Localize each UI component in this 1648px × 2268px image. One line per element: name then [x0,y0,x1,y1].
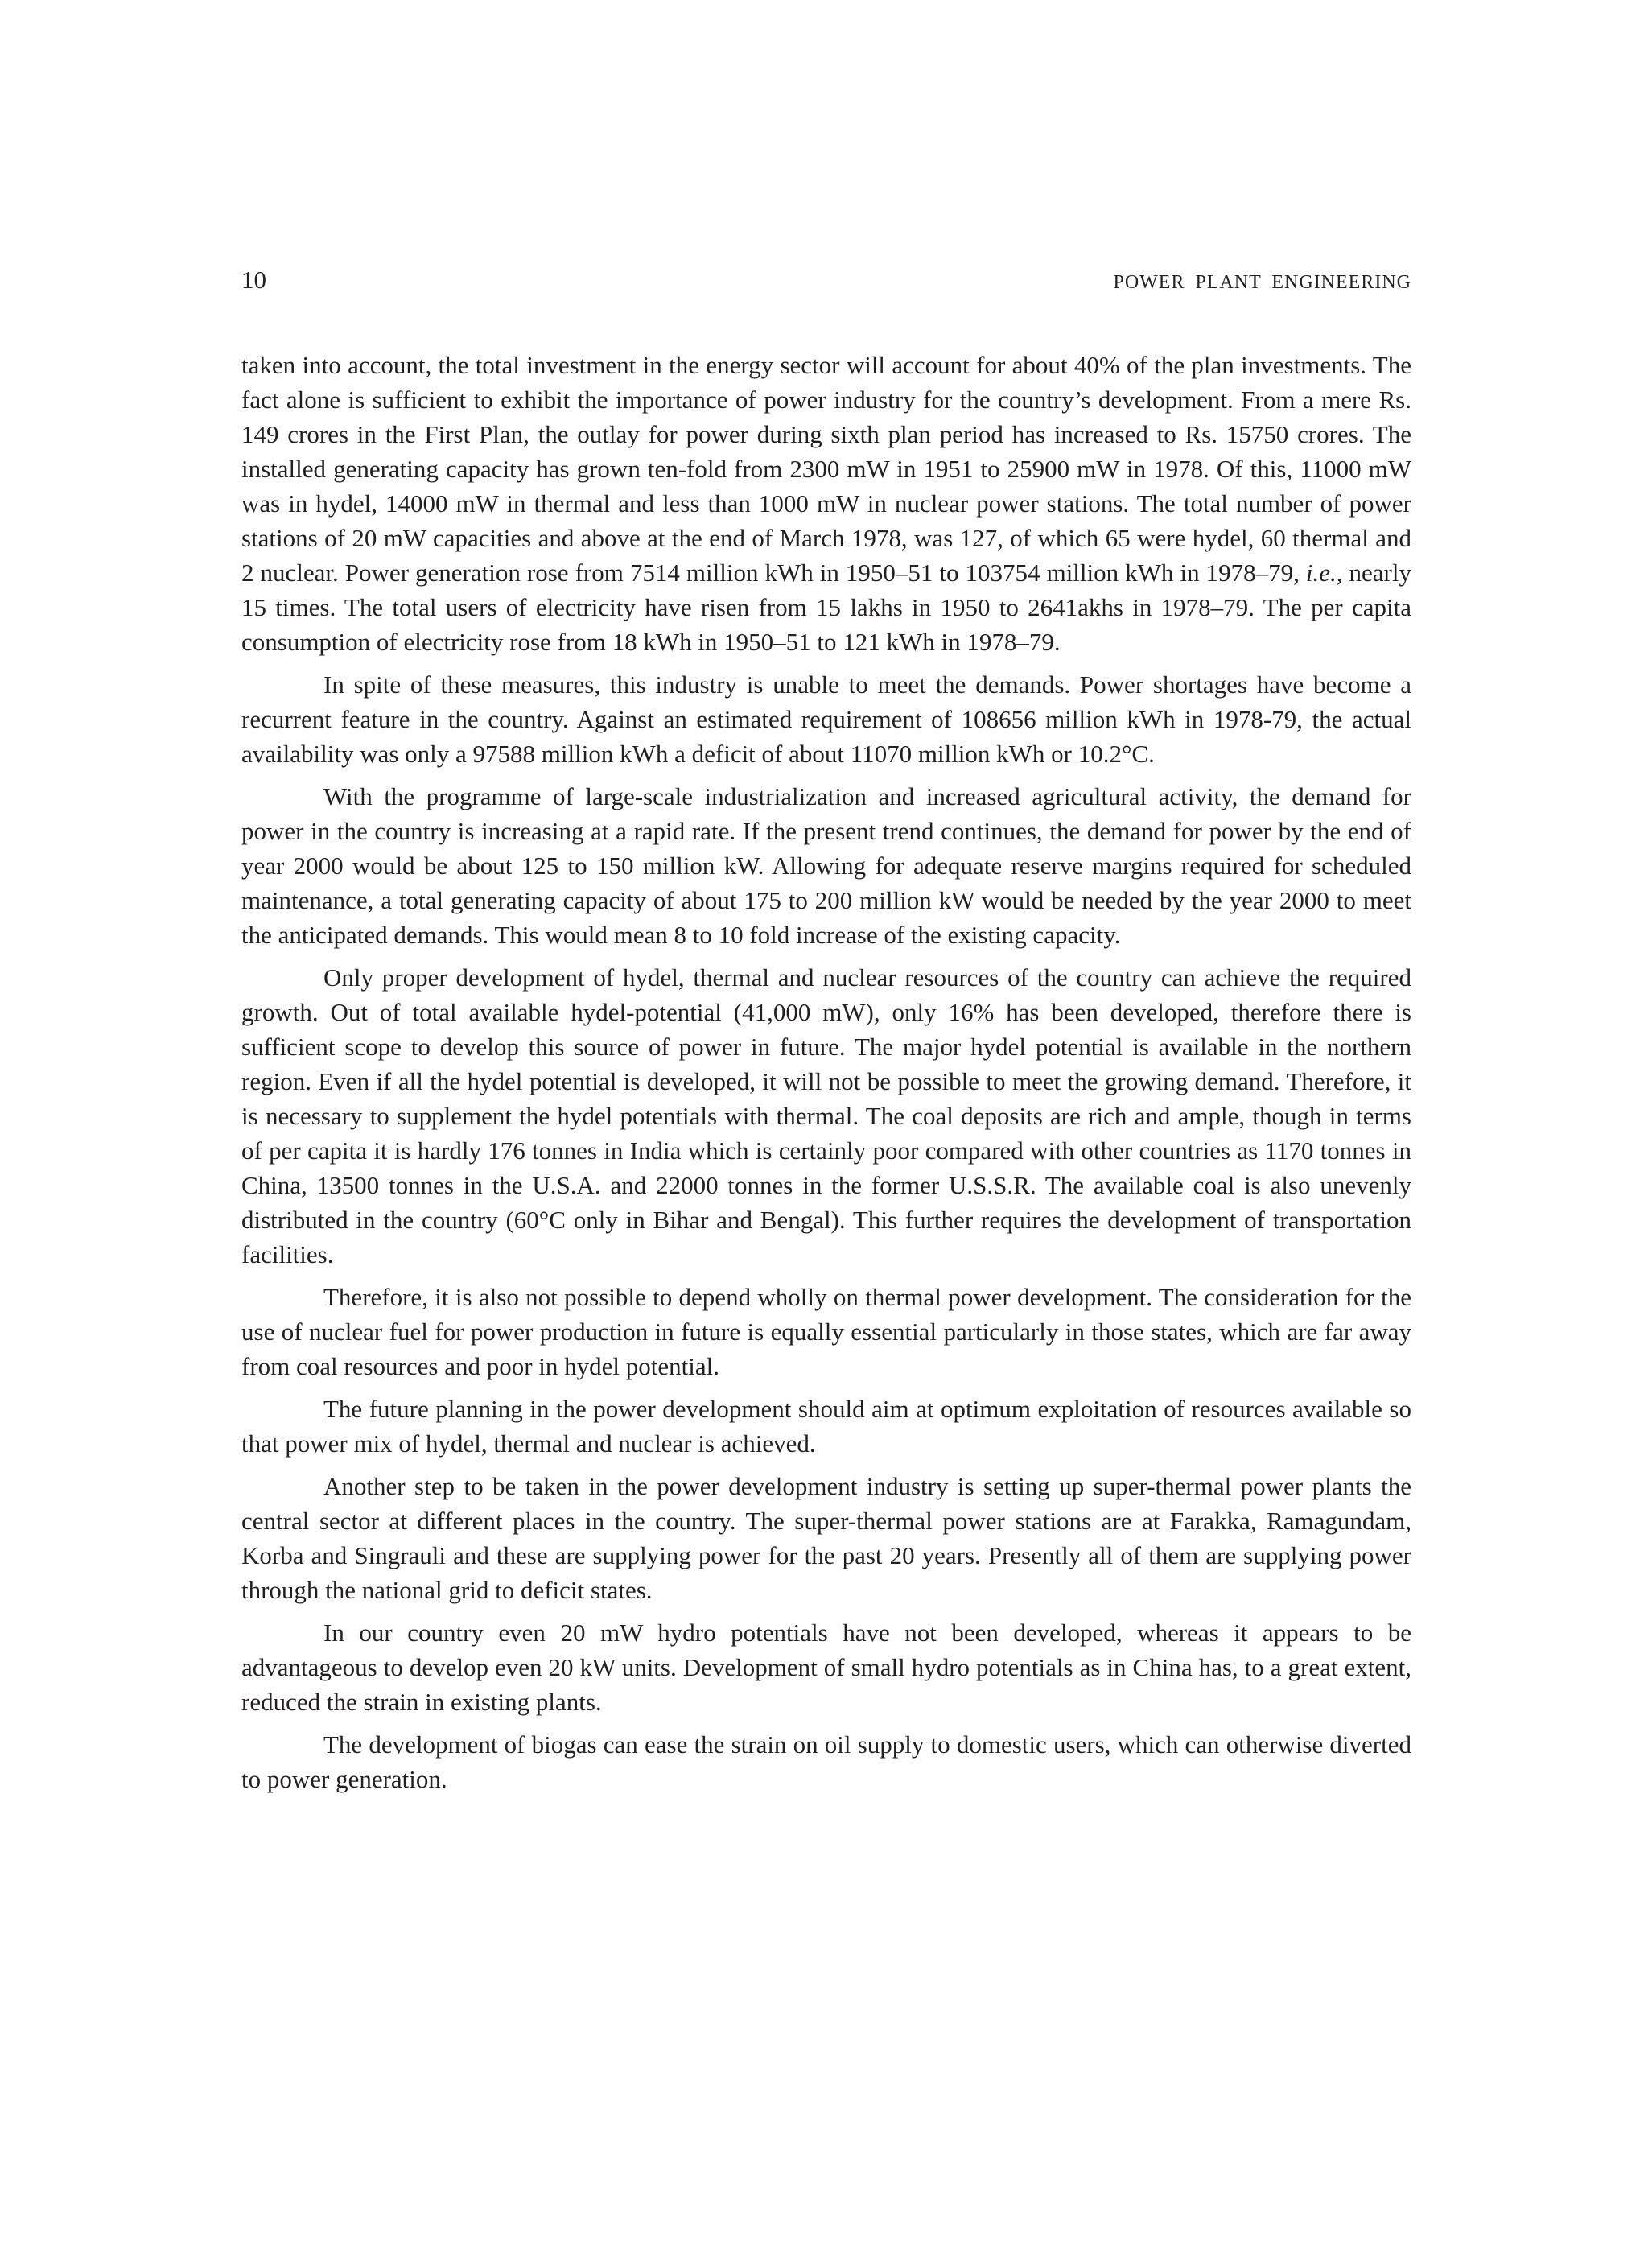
document-page [241,266,1411,1804]
paragraph-4 [241,960,1411,1272]
paragraph-text: Another step to be taken in the power development industry is setting up super-thermal power plants the central sector at different places in the country. The super-thermal power stations are at Farakka, Ramagundam, Korba and Singrauli and these are supplying power for the past 20 years. Presently all of them are supplying power through the national grid to deficit states. [241,1472,1411,1604]
paragraph-9 [241,1727,1411,1796]
paragraph-text: In our country even 20 mW hydro potentials have not been developed, whereas it appears to be advantageous to develop even 20 kW units. Development of small hydro potentials as in China has, to a great extent, reduced the strain in existing plants. [241,1619,1411,1716]
italic-abbreviation: i.e., [1305,559,1343,587]
body-text [241,348,1411,1796]
running-header [241,266,1411,314]
page-number: 10 [241,266,266,294]
paragraph-text: Only proper development of hydel, thermal and nuclear resources of the country can achieve the required growth. Out of total available hydel-potential (41,000 mW), only 16% has been developed, therefore there is sufficient scope to develop this source of power in future. The major hydel potential is available in the northern region. Even if all the hydel potential is developed, it will not be possible to meet the growing demand. Therefore, it is necessary to supplement the hydel potentials with thermal. The coal deposits are rich and ample, though in terms of per capita it is hardly 176 tonnes in India which is certainly poor compared with other countries as 1170 tonnes in China, 13500 tonnes in the U.S.A. and 22000 tonnes in the former U.S.S.R. The available coal is also unevenly distributed in the country (60°C only in Bihar and Bengal). This further requires the development of transportation facilities. [241,963,1411,1268]
paragraph-text: The future planning in the power development should aim at optimum exploitation of resources available so that power mix of hydel, thermal and nuclear is achieved. [241,1395,1411,1458]
paragraph-2 [241,667,1411,771]
paragraph-7 [241,1469,1411,1607]
book-title: POWER PLANT ENGINEERING [1113,272,1411,293]
paragraph-text: With the programme of large-scale industrialization and increased agricultural activity, the demand for power in the country is increasing at a rapid rate. If the present trend continues, the demand for power by the end of year 2000 would be about 125 to 150 million kW. Allowing for adequate reserve margins required for scheduled maintenance, a total generating capacity of about 175 to 200 million kW would be needed by the year 2000 to meet the anticipated demands. This would mean 8 to 10 fold increase of the existing capacity. [241,782,1411,949]
paragraph-3 [241,779,1411,952]
paragraph-8 [241,1615,1411,1719]
paragraph-5 [241,1280,1411,1383]
paragraph-text: In spite of these measures, this industry is unable to meet the demands. Power shortages have become a recurrent feature in the country. Against an estimated requirement of 108656 million kWh in 1978-79, the actual availability was only a 97588 million kWh a deficit of about 11070 million kWh or 10.2°C. [241,670,1411,768]
paragraph-1 [241,348,1411,659]
paragraph-text: The development of biogas can ease the strain on oil supply to domestic users, which can otherwise diverted to power generation. [241,1730,1411,1793]
paragraph-6 [241,1392,1411,1461]
paragraph-text: nearly 15 times. The total users of electricity have risen from 15 lakhs in 1950 to 2641akhs in 1978–79. The per capita consumption of electricity rose from 18 kWh in 1950–51 to 121 kWh in 1978–79. [241,559,1411,656]
paragraph-text: Therefore, it is also not possible to depend wholly on thermal power development. The consideration for the use of nuclear fuel for power production in future is equally essential particularly in those states, which are far away from coal resources and poor in hydel potential. [241,1283,1411,1380]
paragraph-text: taken into account, the total investment in the energy sector will account for about 40% of the plan investments. The fact alone is sufficient to exhibit the importance of power industry for the country’s development. From a mere Rs. 149 crores in the First Plan, the outlay for power during sixth plan period has increased to Rs. 15750 crores. The installed generating capacity has grown ten-fold from 2300 mW in 1951 to 25900 mW in 1978. Of this, 11000 mW was in hydel, 14000 mW in thermal and less than 1000 mW in nuclear power stations. The total number of power stations of 20 mW capacities and above at the end of March 1978, was 127, of which 65 were hydel, 60 thermal and 2 nuclear. Power generation rose from 7514 million kWh in 1950–51 to 103754 million kWh in 1978–79, [241,351,1411,587]
